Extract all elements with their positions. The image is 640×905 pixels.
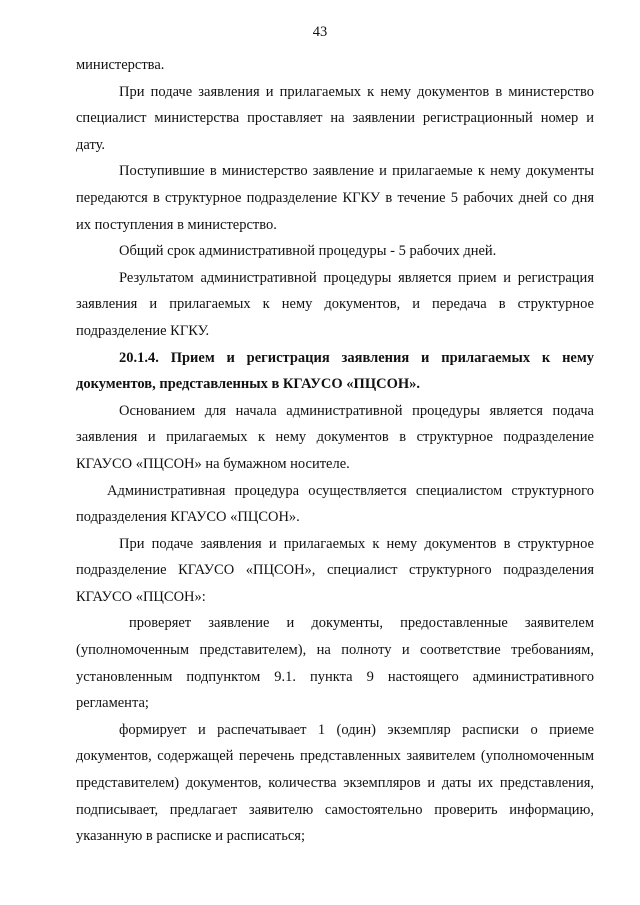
paragraph: При подаче заявления и прилагаемых к нему документов в министерство специалист министерства проставляет на заявлении регистрационный номер и дату. bbox=[76, 83, 594, 153]
paragraph: министерства. bbox=[76, 57, 165, 73]
body-text bbox=[76, 52, 594, 850]
paragraph: Общий срок административной процедуры - 5 рабочих дней. bbox=[119, 243, 497, 260]
paragraph: Поступившие в министерство заявление и прилагаемые к нему документы передаются в структурное подразделение КГКУ в течение 5 рабочих дней со дня их поступления в министерство. bbox=[76, 163, 594, 233]
paragraph: Основанием для начала административной процедуры является подача заявления и прилагаемых к нему документов в структурное подразделение КГАУСО «ПЦСОН» на бумажном носителе. bbox=[76, 402, 594, 472]
paragraph: При подаче заявления и прилагаемых к нему документов в структурное подразделение КГАУСО «ПЦСОН», специалист структурного подразделения КГАУСО «ПЦСОН»: bbox=[76, 535, 594, 605]
page-number: 43 bbox=[312, 24, 328, 40]
section-heading: 20.1.4. Прием и регистрация заявления и прилагаемых к нему документов, представленных в КГАУСО «ПЦСОН». bbox=[76, 349, 594, 393]
paragraph: Административная процедура осуществляется специалистом структурного подразделения КГАУСО «ПЦСОН». bbox=[76, 482, 594, 526]
list-item: формирует и распечатывает 1 (один) экземпляр расписки о приеме документов, содержащей перечень представленных заявителем (уполномоченным представителем) документов, количества экземпляров и даты их представления, подписывает, предлагает заявителю самостоятельно проверить информацию, указанную в расписке и расписаться; bbox=[76, 721, 594, 845]
list-item: проверяет заявление и документы, предоставленные заявителем (уполномоченным представителем), на полноту и соответствие требованиям, установленным подпунктом 9.1. пункта 9 настоящего административного регламента; bbox=[76, 615, 594, 712]
paragraph: Результатом административной процедуры является прием и регистрация заявления и прилагаемых к нему документов, и передача в структурное подразделение КГКУ. bbox=[76, 269, 594, 339]
